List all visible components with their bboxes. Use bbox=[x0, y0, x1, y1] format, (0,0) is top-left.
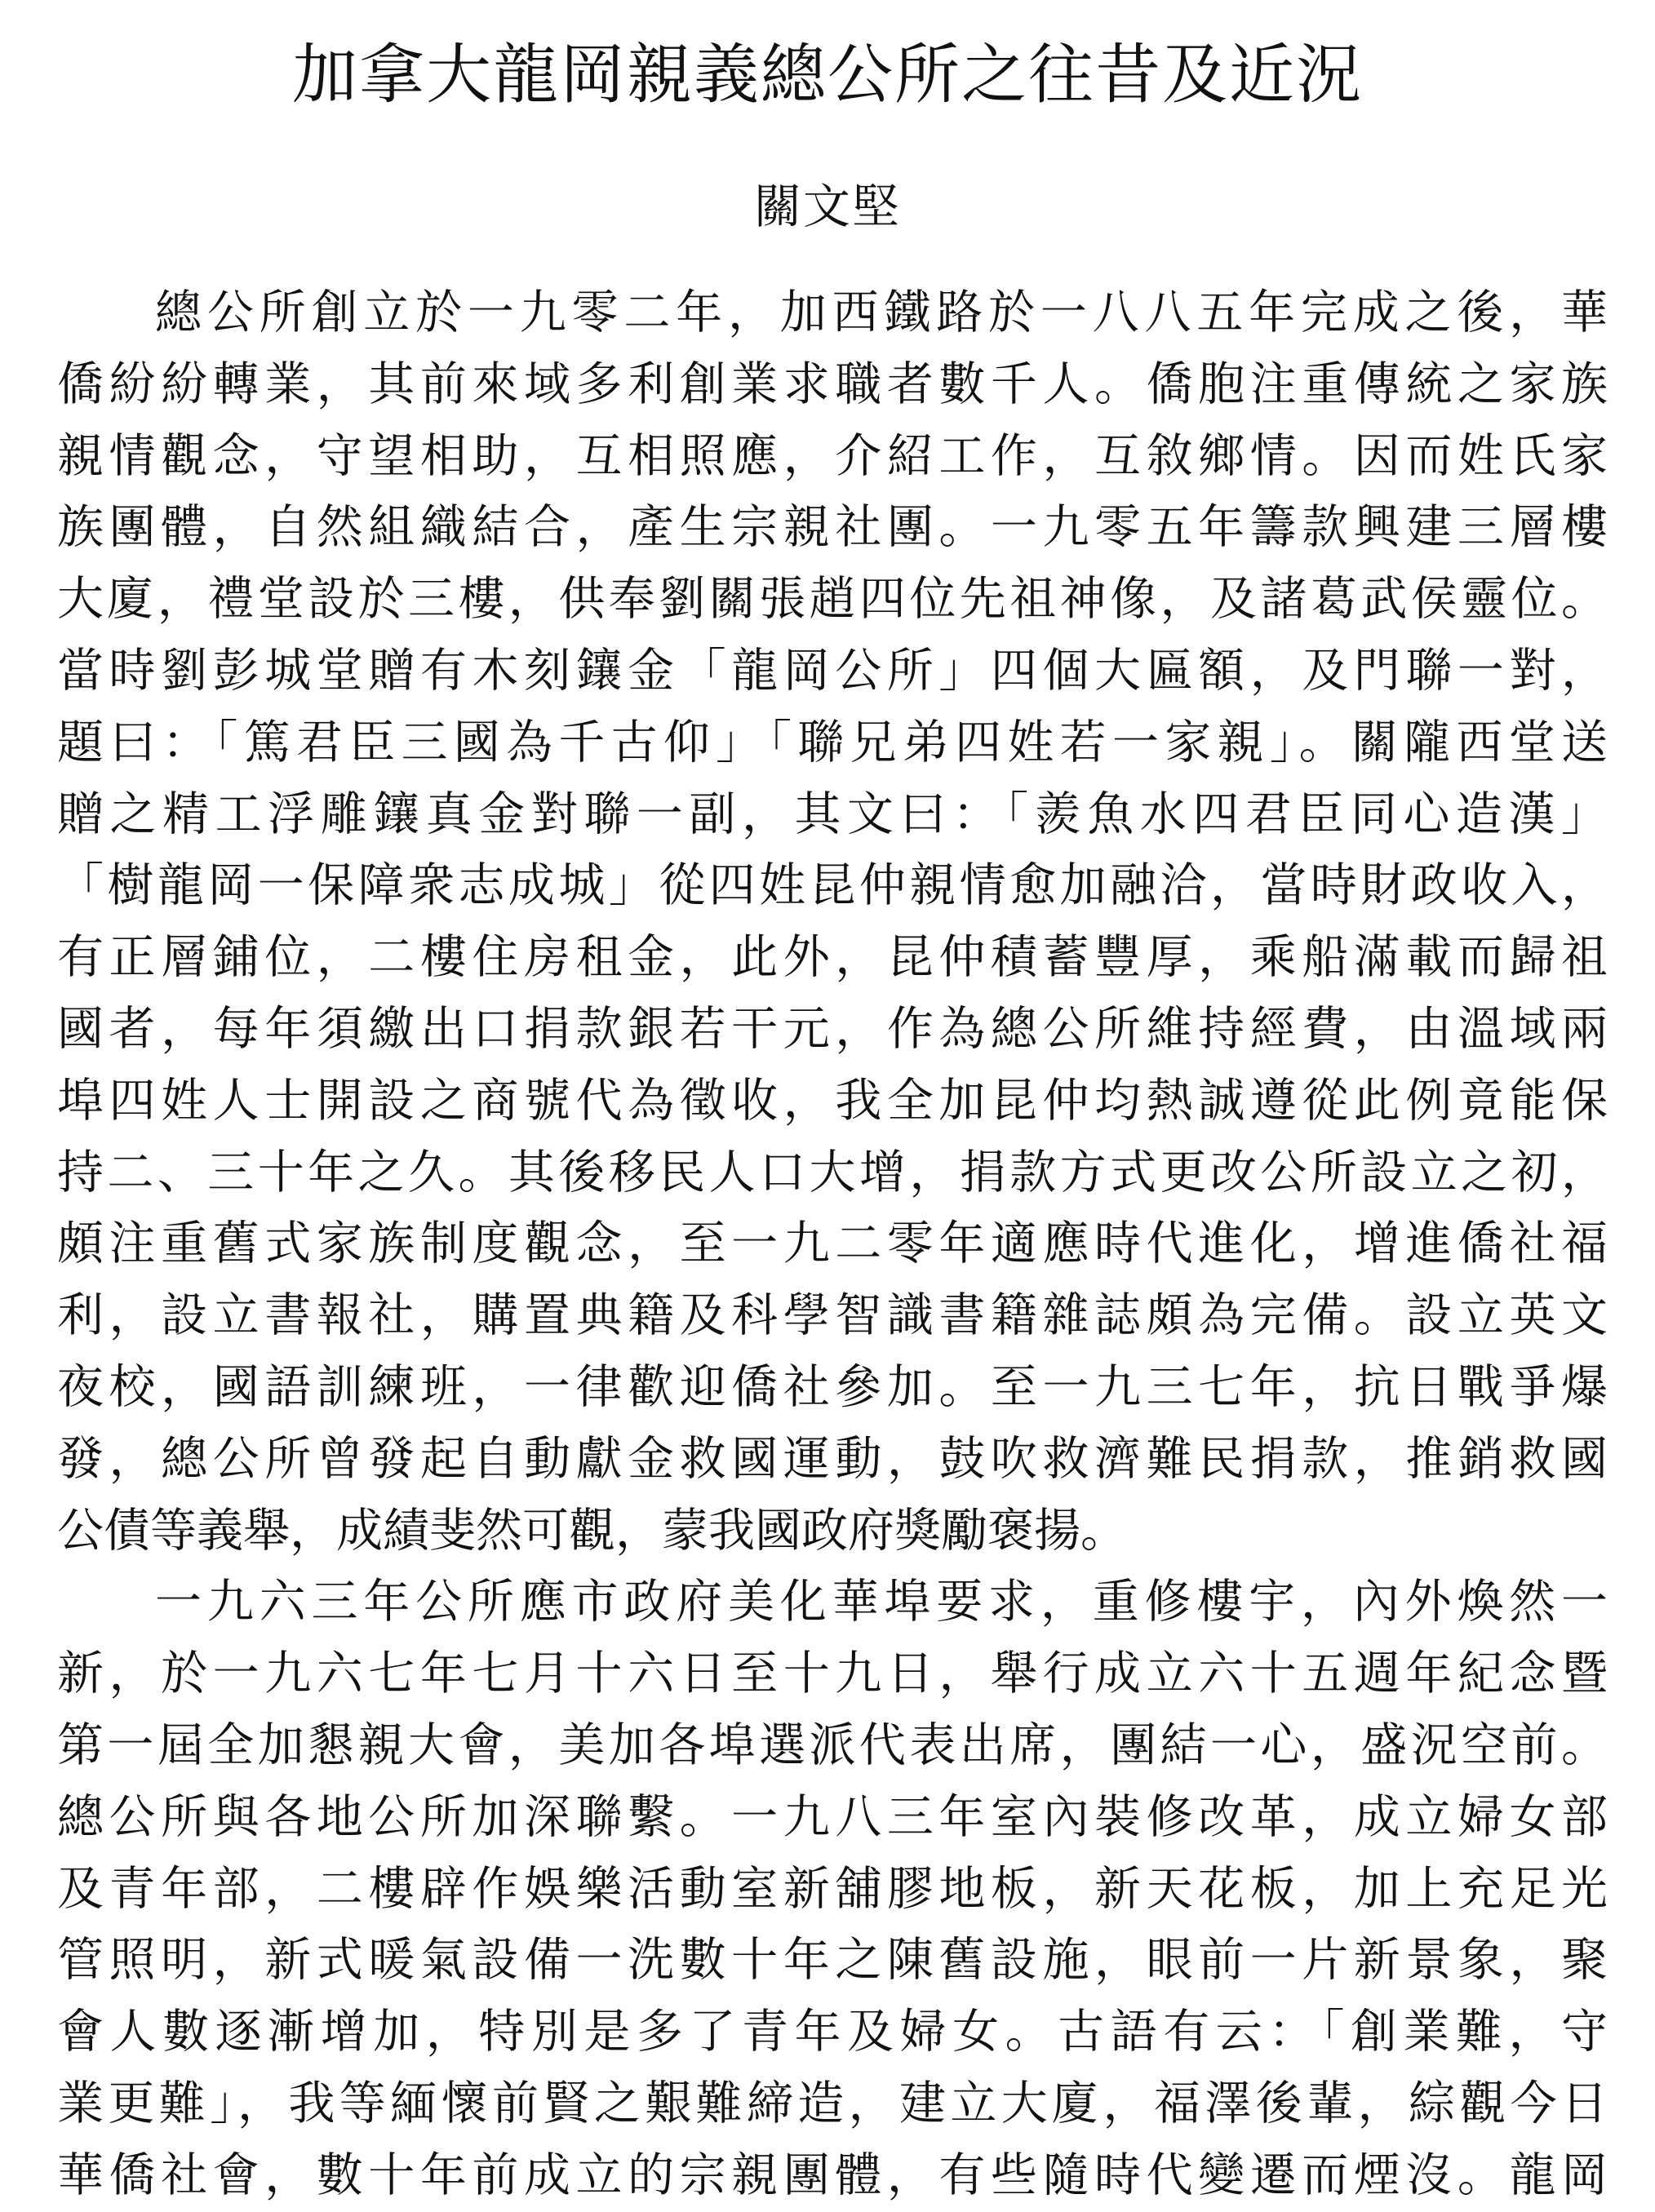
text-line: 題曰：「篤君臣三國為千古仰」「聯兄弟四姓若一家親」。關隴西堂送 bbox=[57, 715, 1608, 769]
text-line: 華僑社會，數十年前成立的宗親團體，有些隨時代變遷而煙沒。龍岡 bbox=[57, 2148, 1608, 2202]
text-line: 總公所與各地公所加深聯繫。一九八三年室內裝修改革，成立婦女部 bbox=[57, 1789, 1608, 1844]
text-line: 贈之精工浮雕鑲真金對聯一副，其文曰：「羨魚水四君臣同心造漢」 bbox=[57, 787, 1608, 841]
text-line: 一九六三年公所應市政府美化華埠要求，重修樓宇，內外煥然一 bbox=[155, 1575, 1608, 1629]
text-line: 及青年部，二樓辟作娛樂活動室新舖膠地板，新天花板，加上充足光 bbox=[57, 1861, 1608, 1916]
author-name: 關文堅 bbox=[753, 179, 901, 234]
text-line: 當時劉彭城堂贈有木刻鑲金「龍岡公所」四個大匾額，及門聯一對， bbox=[57, 643, 1608, 698]
text-line: 親情觀念，守望相助，互相照應，介紹工作，互敘鄉情。因而姓氏家 bbox=[57, 428, 1608, 483]
text-line: 國者，每年須繳出口捐款銀若干元，作為總公所維持經費，由溫域兩 bbox=[57, 1001, 1608, 1056]
text-line: 新，於一九六七年七月十六日至十九日，舉行成立六十五週年紀念暨 bbox=[57, 1647, 1608, 1701]
text-line: 大廈，禮堂設於三樓，供奉劉關張趙四位先祖神像，及諸葛武侯靈位。 bbox=[57, 572, 1608, 627]
text-line: 發，總公所曾發起自動獻金救國運動，鼓吹救濟難民捐款，推銷救國 bbox=[57, 1431, 1608, 1486]
text-line: 業更難」，我等緬懷前賢之艱難締造，建立大廈，福澤後輩，綜觀今日 bbox=[57, 2076, 1608, 2130]
article-body bbox=[57, 277, 1608, 2212]
text-line: 頗注重舊式家族制度觀念，至一九二零年適應時代進化，增進僑社福 bbox=[57, 1217, 1608, 1271]
text-line: 持二、三十年之久。其後移民人口大增，捐款方式更改公所設立之初， bbox=[57, 1145, 1608, 1199]
text-line: 埠四姓人士開設之商號代為徵收，我全加昆仲均熱誠遵從此例竟能保 bbox=[57, 1073, 1608, 1128]
text-line: 夜校，國語訓練班，一律歡迎僑社參加。至一九三七年，抗日戰爭爆 bbox=[57, 1359, 1608, 1414]
text-line: 第一屆全加懇親大會，美加各埠選派代表出席，團結一心，盛況空前。 bbox=[57, 1718, 1608, 1772]
text-line: 管照明，新式暖氣設備一洗數十年之陳舊設施，眼前一片新景象，聚 bbox=[57, 1933, 1608, 1988]
text-line: 公債等義舉，成績斐然可觀，蒙我國政府獎勵褒揚。 bbox=[57, 1503, 1127, 1558]
document-title: 加拿大龍岡親義總公所之往昔及近況 bbox=[292, 37, 1363, 113]
text-line: 「樹龍岡一保障衆志成城」從四姓昆仲親情愈加融洽，當時財政收入， bbox=[57, 858, 1608, 913]
text-line: 總公所創立於一九零二年，加西鐵路於一八八五年完成之後，華 bbox=[155, 286, 1608, 339]
text-line: 族團體，自然組織結合，產生宗親社團。一九零五年籌款興建三層樓 bbox=[57, 500, 1608, 555]
text-line: 有正層鋪位，二樓住房租金，此外，昆仲積蓄豐厚，乘船滿載而歸祖 bbox=[57, 930, 1608, 985]
text-line: 僑紛紛轉業，其前來域多利創業求職者數千人。僑胞注重傳統之家族 bbox=[57, 357, 1608, 411]
text-line: 利，設立書報社，購置典籍及科學智識書籍雜誌頗為完備。設立英文 bbox=[57, 1288, 1608, 1343]
text-line: 會人數逐漸增加，特別是多了青年及婦女。古語有云：「創業難，守 bbox=[57, 2005, 1608, 2059]
